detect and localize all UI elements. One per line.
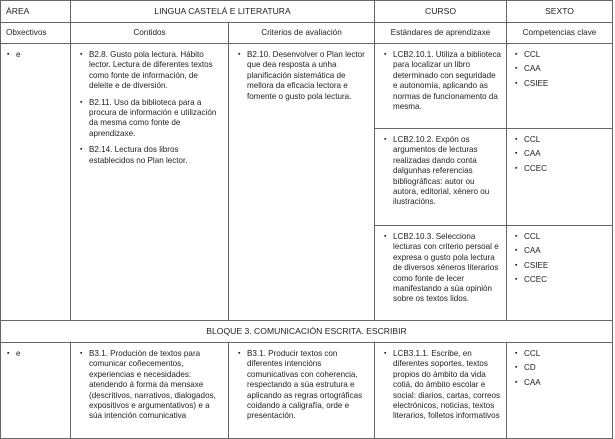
block-title: BLOQUE 3. COMUNICACIÓN ESCRITA. ESCRIBIR bbox=[1, 321, 613, 343]
list-item: ▪ B2.8. Gusto pola lectura. Hábito lector. Lectura de diferentes textos como fonte de información, de deleite e de diversión. bbox=[78, 50, 223, 92]
col-criteria: Criterios de avaliación bbox=[229, 23, 375, 44]
contents-cell bbox=[71, 44, 229, 321]
col-objectives: Obxectivos bbox=[1, 23, 71, 44]
header-row bbox=[1, 1, 613, 23]
table-row bbox=[1, 343, 613, 439]
list-item: ▪ e bbox=[5, 349, 66, 359]
competences-cell bbox=[507, 343, 613, 439]
competence-item: ▪ CAA bbox=[513, 378, 607, 388]
list-item: ▪ B3.1. Producir textos con diferentes intencións comunicativas con coherencia, respectando a súa estrutura e aplicando as regras ortográficas coidando a caligrafía, orde e presentación. bbox=[236, 349, 369, 422]
list-item: ▪ LCB2.10.3. Selecciona lecturas con criterio persoal e expresa o gusto pola lectura de diversos xéneros literarios como fonte de lecer manifestando a súa opinión sobre os textos lidos. bbox=[382, 232, 501, 305]
table-row bbox=[1, 44, 613, 129]
competences-cell bbox=[507, 44, 613, 129]
list-item: ▪ B2.10. Desenvolver o Plan lector que dea resposta a unha planificación sistemática de mellora da eficacia lectora e fomente o gusto pola lectura. bbox=[236, 50, 369, 102]
contents-cell bbox=[71, 343, 229, 439]
standard-cell bbox=[375, 226, 507, 321]
competence-item: ▪ CCEC bbox=[513, 164, 607, 174]
competences-cell bbox=[507, 129, 613, 226]
competences-cell bbox=[507, 226, 613, 321]
col-contents: Contidos bbox=[71, 23, 229, 44]
competence-item: ▪ CSIEE bbox=[513, 79, 607, 89]
competence-item: ▪ CAA bbox=[513, 149, 607, 159]
competence-item: ▪ CCL bbox=[513, 50, 607, 60]
block-title-row bbox=[1, 321, 613, 343]
list-item: ▪ B2.14. Lectura dos libros establecidos no Plan lector. bbox=[78, 145, 223, 166]
col-standards: Estándares de aprendizaxe bbox=[375, 23, 507, 44]
area-label: ÁREA bbox=[1, 1, 71, 23]
competence-item: ▪ CCEC bbox=[513, 275, 607, 285]
criteria-cell bbox=[229, 44, 375, 321]
list-item: ▪ e bbox=[5, 50, 66, 60]
competence-item: ▪ CSIEE bbox=[513, 261, 607, 271]
standard-cell bbox=[375, 44, 507, 129]
list-item: ▪ LCB2.10.2. Expón os argumentos de lecturas realizadas dando conta dalgunhas referencias bibliográficas: autor ou autora, editorial, xénero ou ilustracións. bbox=[382, 135, 501, 208]
column-header-row bbox=[1, 23, 613, 44]
criteria-cell bbox=[229, 343, 375, 439]
competence-item: ▪ CAA bbox=[513, 246, 607, 256]
list-item: ▪ B3.1. Produción de textos para comunicar coñecementos, experiencias e necesidades: atendendo á forma da mensaxe (descritivos, narrativos, dialogados, expositivos e argumentativos) e a súa intención comunicativa bbox=[78, 349, 223, 422]
course-label: CURSO bbox=[375, 1, 507, 23]
course-value: SEXTO bbox=[507, 1, 613, 23]
list-item: ▪ LCB3.1.1. Escribe, en diferentes soportes, textos propios do ámbito da vida cotiá, do ámbito escolar e social: diarios, cartas, correos electrónicos, noticias, textos literarios, folletos informativos bbox=[382, 349, 501, 422]
competence-item: ▪ CCL bbox=[513, 232, 607, 242]
objectives-cell bbox=[1, 44, 71, 321]
standard-cell bbox=[375, 343, 507, 439]
competence-item: ▪ CCL bbox=[513, 135, 607, 145]
standard-cell bbox=[375, 129, 507, 226]
subject-title: LINGUA CASTELÁ E LITERATURA bbox=[71, 1, 375, 23]
list-item: ▪ B2.11. Uso da biblioteca para a procura de información e utilización da mesma como fonte de aprendizaxe. bbox=[78, 98, 223, 140]
objectives-cell bbox=[1, 343, 71, 439]
competence-item: ▪ CAA bbox=[513, 64, 607, 74]
competence-item: ▪ CCL bbox=[513, 349, 607, 359]
list-item: ▪ LCB2.10.1. Utiliza a biblioteca para localizar un libro determinado con seguridade e autonomía, aplicando as normas de funcionamento da mesma. bbox=[382, 50, 501, 112]
col-competences: Competencias clave bbox=[507, 23, 613, 44]
competence-item: ▪ CD bbox=[513, 363, 607, 373]
